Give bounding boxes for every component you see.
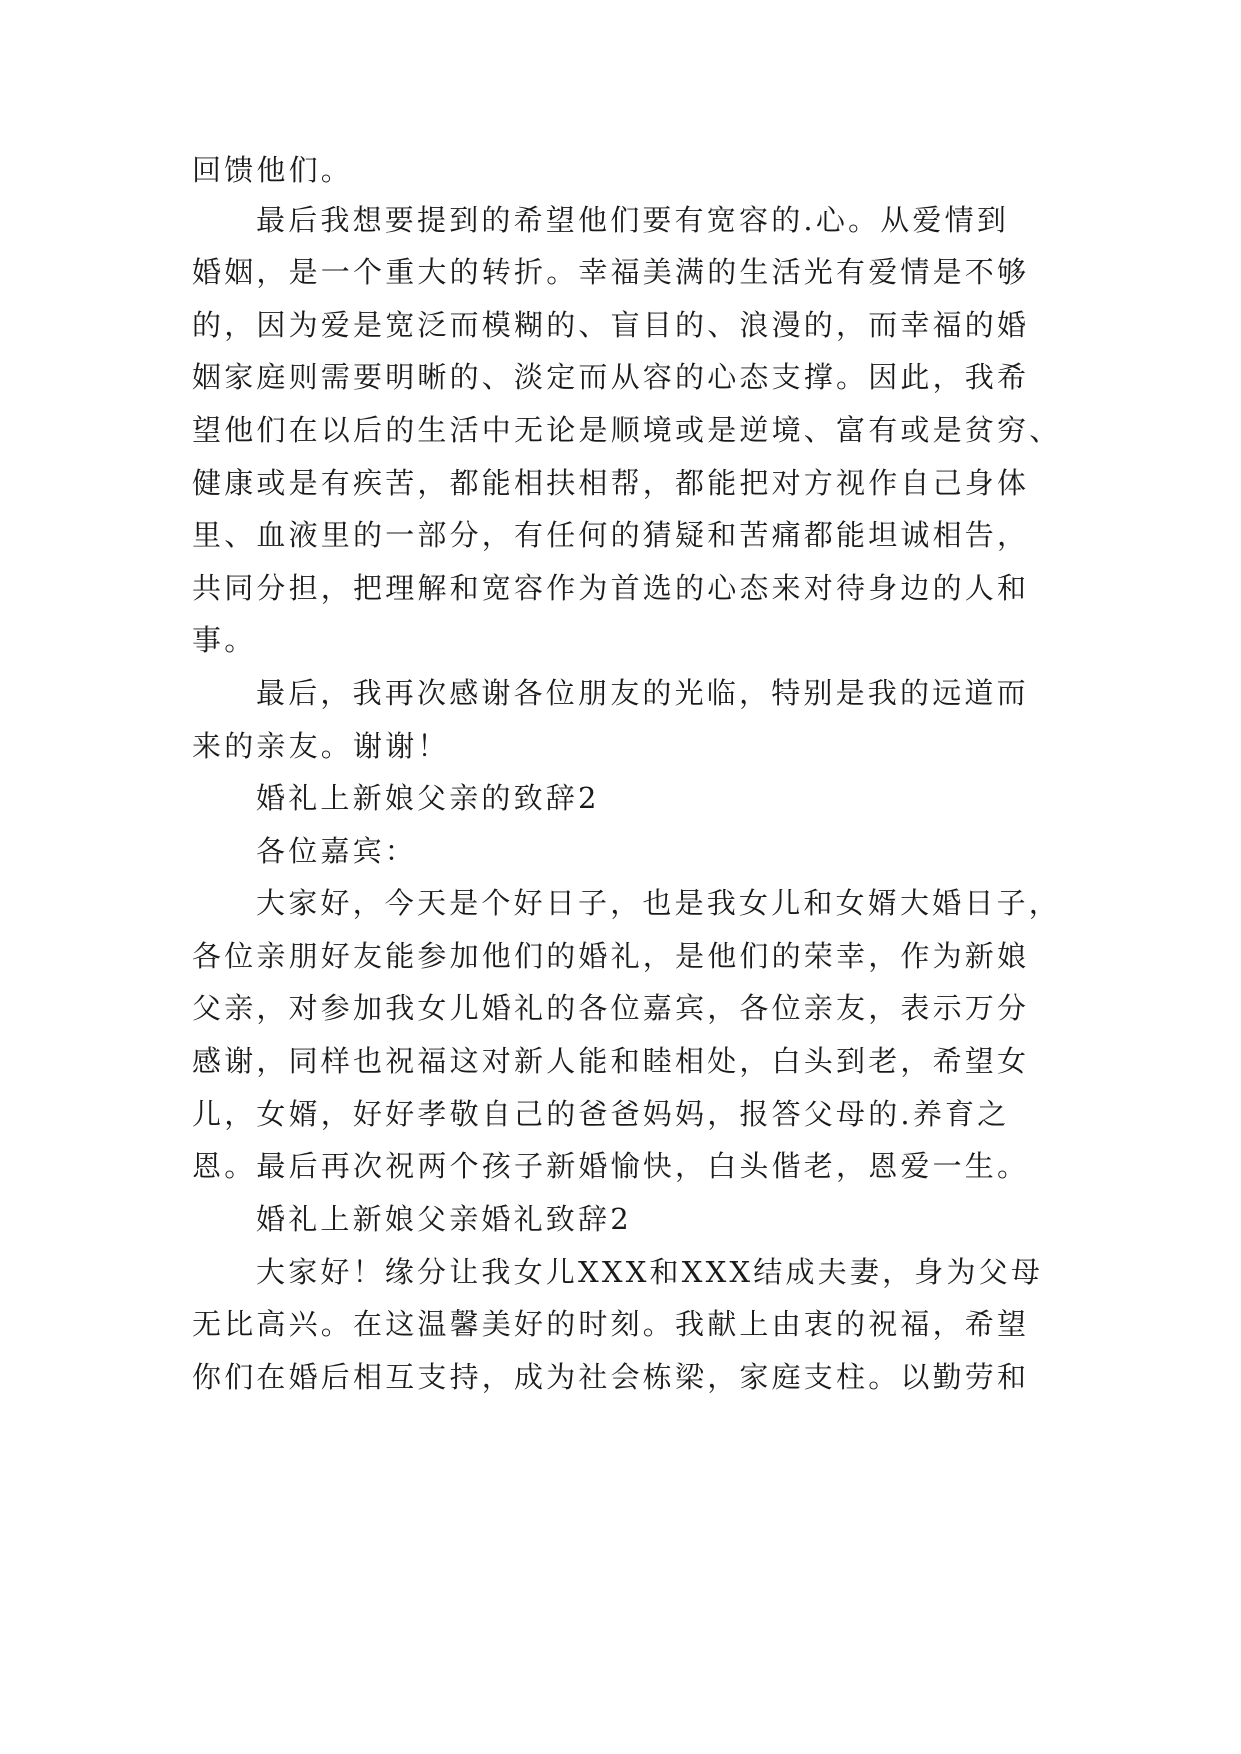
text-line: 你们在婚后相互支持，成为社会栋梁，家庭支柱。以勤劳和 — [192, 1360, 1030, 1394]
text-line: 的，因为爱是宽泛而模糊的、盲目的、浪漫的，而幸福的婚 — [192, 308, 1030, 342]
text-line: 父亲，对参加我女儿婚礼的各位嘉宾，各位亲友，表示万分 — [192, 991, 1030, 1025]
text-line: 姻家庭则需要明晰的、淡定而从容的心态支撑。因此，我希 — [192, 360, 1030, 394]
text-line: 婚姻，是一个重大的转折。幸福美满的生活光有爱情是不够 — [192, 255, 1030, 289]
paragraph-start: 最后我想要提到的希望他们要有宽容的.心。从爱情到 — [256, 203, 1010, 237]
text-line: 感谢，同样也祝福这对新人能和睦相处，白头到老，希望女 — [192, 1044, 1030, 1078]
text-line: 里、血液里的一部分，有任何的猜疑和苦痛都能坦诚相告， — [192, 518, 1030, 552]
text-line: 健康或是有疾苦，都能相扶相帮，都能把对方视作自己身体 — [192, 466, 1030, 500]
text-line: 各位亲朋好友能参加他们的婚礼，是他们的荣幸，作为新娘 — [192, 939, 1030, 973]
paragraph-start: 大家好！缘分让我女儿XXX和XXX结成夫妻，身为父母 — [256, 1255, 1044, 1289]
text-line: 恩。最后再次祝两个孩子新婚愉快，白头偕老，恩爱一生。 — [192, 1149, 1030, 1183]
section-heading: 婚礼上新娘父亲的致辞2 — [256, 781, 600, 815]
text-line: 无比高兴。在这温馨美好的时刻。我献上由衷的祝福，希望 — [192, 1307, 1030, 1341]
paragraph-start: 最后，我再次感谢各位朋友的光临，特别是我的远道而 — [256, 676, 1029, 710]
text-line: 共同分担，把理解和宽容作为首选的心态来对待身边的人和 — [192, 571, 1030, 605]
text-line: 事。 — [192, 623, 257, 657]
text-line: 儿，女婿，好好孝敬自己的爸爸妈妈，报答父母的.养育之 — [192, 1097, 1010, 1131]
text-line: 回馈他们。 — [192, 153, 354, 187]
text-line: 望他们在以后的生活中无论是顺境或是逆境、富有或是贫穷、 — [192, 413, 1062, 447]
section-heading: 婚礼上新娘父亲婚礼致辞2 — [256, 1202, 632, 1236]
text-line: 来的亲友。谢谢！ — [192, 729, 450, 763]
paragraph-start: 大家好，今天是个好日子，也是我女儿和女婿大婚日子， — [256, 886, 1062, 920]
salutation: 各位嘉宾： — [256, 834, 418, 868]
